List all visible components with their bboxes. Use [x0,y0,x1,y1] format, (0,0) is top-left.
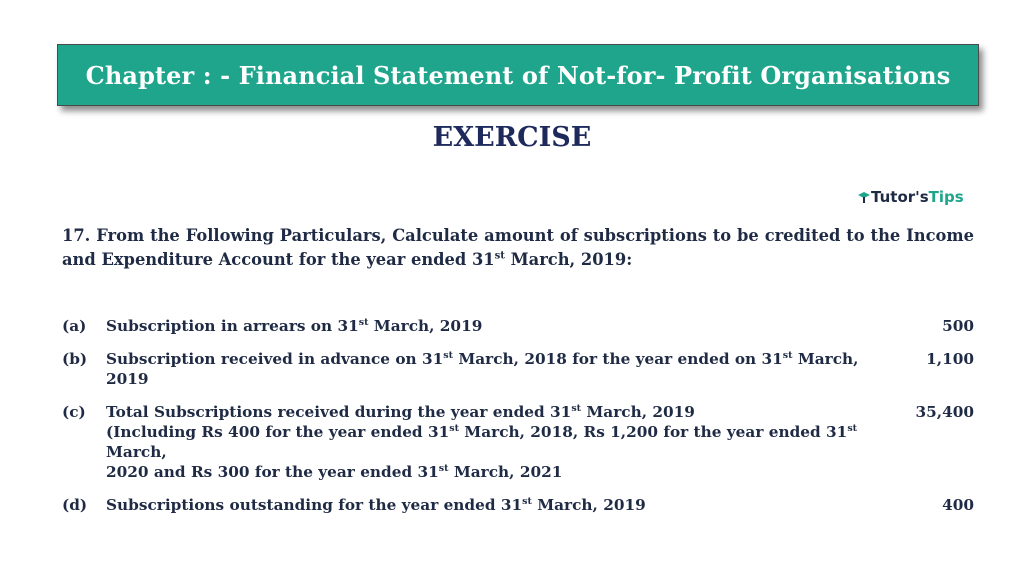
item-text-part: (Including Rs 400 for the year ended 31 [106,423,450,441]
item-text-part: March, 2019 [368,317,483,335]
question-sup: st [494,250,505,262]
item-text-part: Total Subscriptions received during the year ended 31 [106,403,572,421]
logo-text-part2: Tips [928,188,964,206]
item-text-part: March, 2019 [531,496,646,514]
item-text-line [106,402,874,422]
particulars-list [62,316,974,528]
graduation-cap-icon [858,191,870,203]
item-text-sup: st [443,349,453,361]
logo-text-part1: utor's [879,188,929,206]
item-text-part: March, 2018, Rs 1,200 for the year ended 31 [458,423,848,441]
item-text-sup: st [847,422,858,434]
item-text-part: 2020 and Rs 300 for the year ended 31 [106,463,439,481]
item-text-part: March, 2019 [581,403,695,421]
item-amount: 1,100 [926,350,974,368]
logo-initial: T [871,188,880,206]
item-text-sup: st [782,349,793,361]
item-text [106,402,974,482]
list-item [62,316,974,336]
chapter-banner [57,44,979,106]
item-text-part: Subscription in arrears on 31 [106,317,359,335]
item-text-part: March, [106,443,167,461]
item-text [106,316,974,336]
item-amount: 400 [942,496,974,514]
item-text-part: March, 2018 for the year ended on 31 [453,350,783,368]
item-text-sup: st [571,402,582,414]
list-item [62,402,974,482]
list-item [62,349,974,389]
list-item [62,495,974,515]
item-text-sup: st [358,316,369,328]
question-suffix: March, 2019: [504,250,633,269]
item-text-part: March, 2019 [106,350,859,388]
tutors-tips-logo [858,188,964,206]
item-text-sup: st [449,422,459,434]
item-text-line [106,462,874,482]
chapter-title: Chapter : - Financial Statement of Not-for- Profit Organisations [85,60,951,90]
question-prefix: 17. From the Following Particulars, Calculate amount of subscriptions to be credited to the Income and Expenditure Account for the year ended 31 [62,226,974,269]
item-text-line [106,422,874,462]
item-label: (b) [62,350,88,368]
item-label: (a) [62,317,87,335]
item-text-part: Subscription received in advance on 31 [106,350,444,368]
item-text [106,495,974,515]
question-text [62,224,974,272]
item-label: (d) [62,496,88,514]
item-amount: 500 [942,317,974,335]
item-text-part: March, 2021 [448,463,563,481]
item-text-sup: st [522,495,532,507]
item-amount: 35,400 [915,403,974,421]
item-text [106,349,974,389]
item-text-part: Subscriptions outstanding for the year ended 31 [106,496,523,514]
item-text-sup: st [438,462,449,474]
exercise-heading: EXERCISE [432,122,592,153]
item-label: (c) [62,403,86,421]
